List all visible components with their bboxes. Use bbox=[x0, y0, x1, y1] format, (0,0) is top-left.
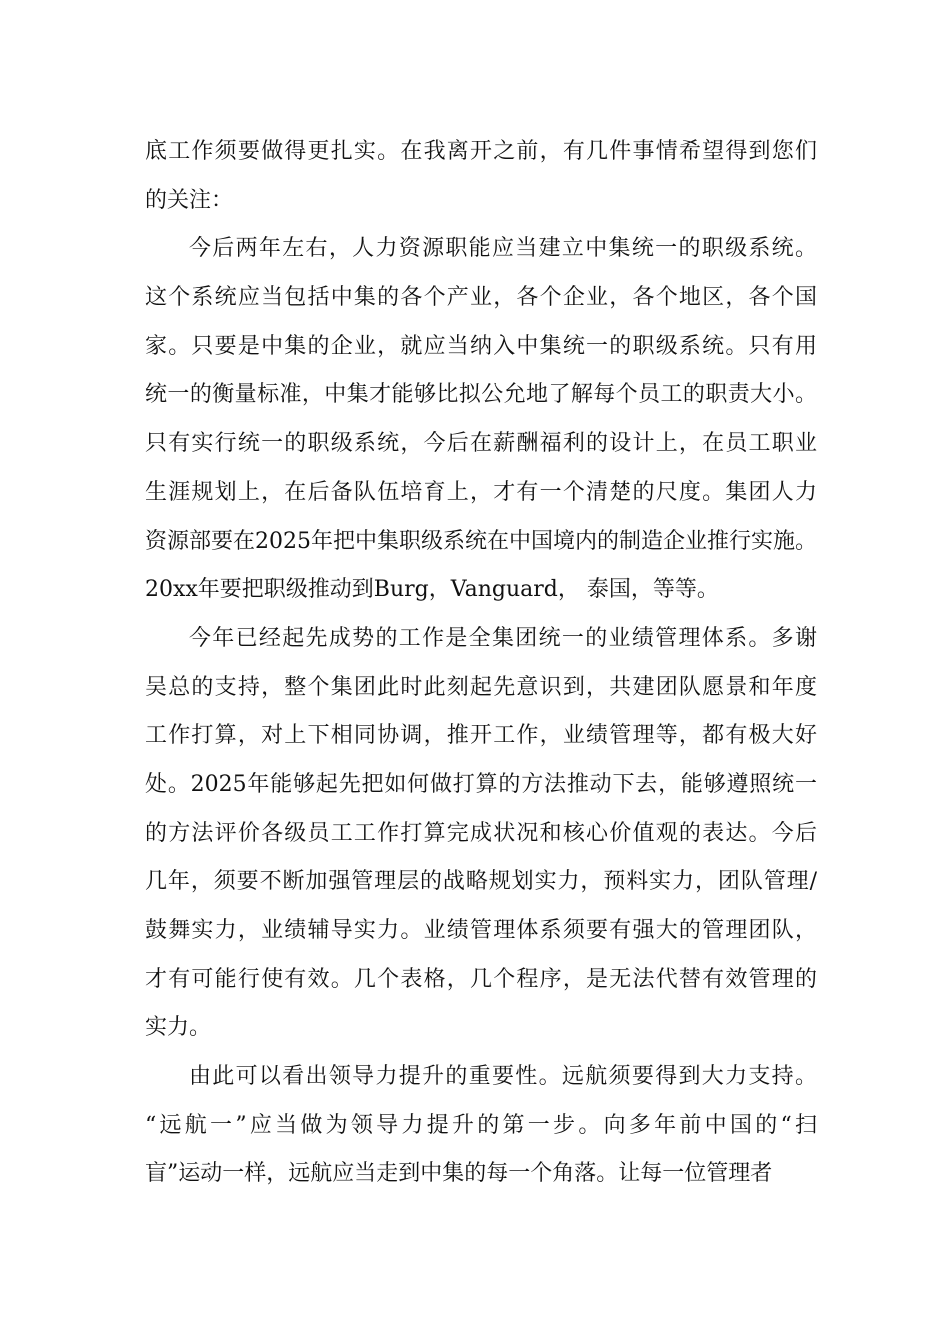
text-line: 鼓舞实力，业绩辅导实力。业绩管理体系须要有强大的管理团队， bbox=[145, 918, 817, 943]
text-line: 吴总的支持，整个集团此时此刻起先意识到，共建团队愿景和年度 bbox=[145, 674, 817, 700]
text-line: 今年已经起先成势的工作是全集团统一的业绩管理体系。多谢 bbox=[189, 625, 817, 651]
text-line: 资源部要在2025年把中集职级系统在中国境内的制造企业推行实施。 bbox=[145, 528, 817, 554]
paragraph bbox=[145, 128, 817, 225]
body-text bbox=[145, 128, 817, 1199]
text-line: 几年，须要不断加强管理层的战略规划实力，预料实力，团队管理/ bbox=[145, 869, 817, 895]
text-line: 盲”运动一样，远航应当走到中集的每一个角落。让每一位管理者 bbox=[145, 1161, 773, 1187]
text-line: 今后两年左右，人力资源职能应当建立中集统一的职级系统。 bbox=[189, 236, 817, 262]
text-line: 实力。 bbox=[145, 1015, 212, 1041]
paragraph bbox=[145, 615, 817, 1053]
text-line: 家。只要是中集的企业，就应当纳入中集统一的职级系统。只有用 bbox=[145, 333, 817, 359]
paragraph bbox=[145, 225, 817, 615]
text-line: 只有实行统一的职级系统，今后在薪酬福利的设计上，在员工职业 bbox=[145, 431, 817, 457]
text-line: 20xx年要把职级推动到Burg，Vanguard， 泰国，等等。 bbox=[145, 577, 719, 603]
text-line: “远航一”应当做为领导力提升的第一步。向多年前中国的“扫 bbox=[145, 1112, 817, 1138]
text-line: 由此可以看出领导力提升的重要性。远航须要得到大力支持。 bbox=[189, 1064, 817, 1090]
text-line: 底工作须要做得更扎实。在我离开之前，有几件事情希望得到您们 bbox=[145, 139, 817, 164]
text-line: 统一的衡量标准，中集才能够比拟公允地了解每个员工的职责大小。 bbox=[145, 382, 817, 408]
text-line: 的关注： bbox=[145, 187, 234, 213]
text-line: 处。2025年能够起先把如何做打算的方法推动下去，能够遵照统一 bbox=[145, 771, 817, 797]
text-line: 才有可能行使有效。几个表格，几个程序，是无法代替有效管理的 bbox=[145, 966, 817, 992]
text-line: 生涯规划上，在后备队伍培育上，才有一个清楚的尺度。集团人力 bbox=[145, 479, 817, 505]
paragraph bbox=[145, 1053, 817, 1199]
text-line: 工作打算，对上下相同协调，推开工作，业绩管理等，都有极大好 bbox=[145, 723, 817, 749]
text-line: 的方法评价各级员工工作打算完成状况和核心价值观的表达。今后 bbox=[145, 820, 817, 846]
text-line: 这个系统应当包括中集的各个产业，各个企业，各个地区，各个国 bbox=[145, 285, 817, 311]
